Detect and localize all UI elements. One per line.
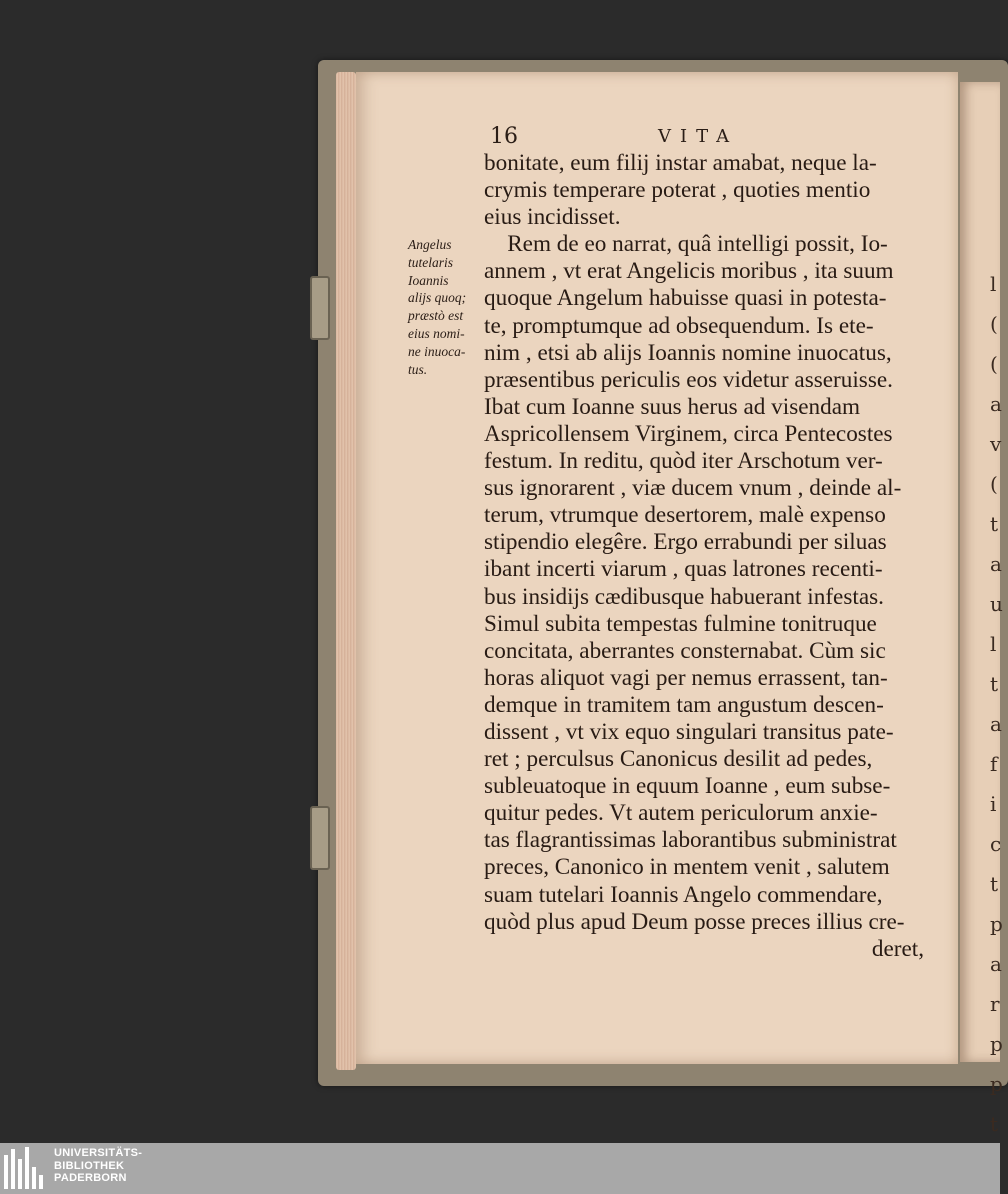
text-line: præsentibus periculis eos videtur asseruisse. [484,366,893,393]
footer-bar [0,1143,1000,1194]
library-name [54,1147,142,1185]
text-line: ret ; perculsus Canonicus desilit ad pedes, [484,746,873,773]
text-line: concitata, aberrantes consternabat. Cùm sic [484,637,886,664]
facing-page-fragment: a [990,952,1002,976]
facing-page-fragment: t [990,672,999,696]
text-line: nim , etsi ab alijs Ioannis nomine inuocatus, [484,339,892,366]
text-line: festum. In reditu, quòd iter Arschotum ver- [484,448,883,475]
body-text [484,150,924,963]
text-line: suam tutelari Ioannis Angelo commendare, [484,881,883,908]
page-header [490,124,930,150]
margin-note-line: ne inuoca- [408,343,466,359]
library-name-line: UNIVERSITÄTS- [54,1147,143,1159]
facing-page-fragment: v [990,432,1002,456]
book-clasp-top [310,276,330,340]
catchword: deret, [871,935,924,962]
facing-page-fragment: p [990,912,1003,936]
facing-page-fragment: t [990,872,999,896]
facing-page-fragment: ( [990,352,998,376]
text-line: bonitate, eum filij instar amabat, neque la- [484,150,877,176]
margin-note-line: alijs quoq; [408,290,467,306]
text-line: Ibat cum Ioanne suus herus ad visendam [484,393,861,420]
margin-note-line: tus. [408,361,428,377]
text-line: dissent , vt vix equo singulari transitus pate- [484,718,894,745]
facing-page-fragment: l [990,272,997,296]
library-name-line: PADERBORN [54,1172,127,1184]
library-logo-icon [4,1147,48,1189]
text-line: tas flagrantissimas laborantibus subministrat [484,827,897,854]
text-line: preces, Canonico in mentem venit , salutem [484,854,890,881]
facing-page-fragment: t [990,512,999,536]
text-line: quòd plus apud Deum posse preces illius cre- [484,908,905,935]
margin-note-line: tutelaris [408,254,454,270]
text-line: Aspricollensem Virginem, circa Pentecostes [484,420,893,447]
facing-page-fragment: l [990,632,997,656]
text-line: crymis temperare poterat , quoties mentio [484,177,871,204]
facing-page-fragment: a [990,552,1002,576]
text-line: quoque Angelum habuisse quasi in potesta- [484,285,887,312]
text-line: quitur pedes. Vt autem periculorum anxie- [484,800,878,827]
margin-note [408,236,486,378]
text-line: Simul subita tempestas fulmine tonitruque [484,610,877,637]
page-edges [336,72,356,1070]
book-clasp-bottom [310,806,330,870]
text-line: te, promptumque ad obsequendum. Is ete- [484,312,874,339]
margin-note-line: Angelus [408,237,452,252]
text-line: sus ignorarent , viæ ducem vnum , deinde al- [484,475,902,502]
text-line: horas aliquot vagi per nemus errassent, tan- [484,664,888,691]
text-line: eius incidisset. [484,204,621,231]
text-line: annem , vt erat Angelicis moribus , ita suum [484,258,894,285]
text-line: demque in tramitem tam angustum descen- [484,691,884,718]
text-line: stipendio elegêre. Ergo errabundi per siluas [484,529,887,556]
text-line: ibant incerti viarum , quas latrones recenti- [484,556,883,583]
facing-page-fragment: t [990,1112,999,1136]
text-line: bus insidijs cædibusque habuerant infestas. [484,583,884,610]
facing-page-fragment: f [990,752,998,776]
text-line: Rem de eo narrat, quâ intelligi possit, Io- [484,231,888,258]
facing-page-fragment: c [990,832,1002,856]
facing-page-fragment: a [990,712,1002,736]
facing-page-fragment: a [990,392,1002,416]
facing-page-edge [960,82,1003,1136]
facing-page-fragment: u [990,592,1003,616]
text-line: terum, vtrumque desertorem, malè expenso [484,502,886,529]
margin-note-line: præstò est [408,308,464,324]
facing-page-fragment: r [990,992,1000,1016]
text-line: subleuatoque in equum Ioanne , eum subse- [484,773,891,800]
facing-page-fragment: i [990,792,997,816]
facing-page-fragment: p [990,1072,1003,1096]
facing-page-fragment: ( [990,312,998,336]
library-name-line: BIBLIOTHEK [54,1159,125,1172]
margin-note-line: Ioannis [408,272,449,288]
facing-page-fragment: ( [990,472,998,496]
running-head: VITA [658,126,739,147]
facing-page-fragment: p [990,1032,1003,1056]
margin-note-line: eius nomi- [408,325,465,341]
page-number: 16 [490,124,518,149]
